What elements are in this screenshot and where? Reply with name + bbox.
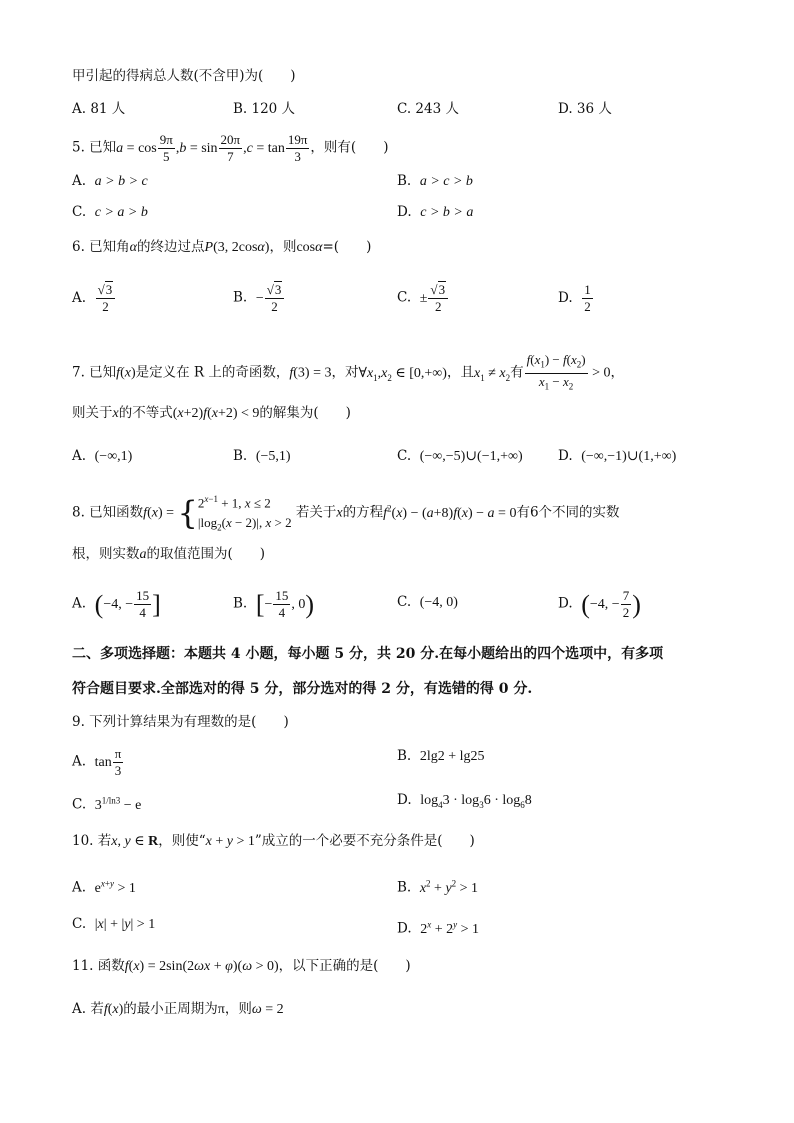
q10-option-a: A. $e^{x+y} > 1$ [72,878,136,896]
q4-option-a: A. 81 人 [72,101,126,117]
question-7-line-2: 则关于x的不等式(x+2)f(x+2) < 9的解集为( ) [72,405,351,421]
section-2-heading-line-2: 符合题目要求.全部选对的得 5 分，部分选对的得 2 分，有选错的得 0 分. [72,681,533,697]
q4-option-b: B. 120 人 [233,101,296,117]
q5-option-a: A. a > b > c [72,173,148,189]
q4-option-c: C. 243 人 [397,101,459,117]
q9-option-c: C. $3^{1/ln3} - e$ [72,795,142,813]
q10-option-b: B. $x^2 + y^2 > 1$ [397,878,479,896]
q8-option-a: A. (−4, − $\frac{15}{4}$ ] [72,588,161,620]
q7-option-c: C. (−∞,−5)∪(−1,+∞) [397,448,523,464]
q6-option-b: B. − $\frac{√3}{2}$ [233,282,285,315]
question-5: 5. 已知a = cos $\frac{9\pi}{5}$ ,b = sin $\frac{20\pi}{7}$ ,c = tan $\frac{19\pi}{3}$ ，则有( ) [72,132,389,164]
q11-option-a: A. 若f(x)的最小正周期为π，则ω = 2 [72,1001,284,1017]
q8-option-d: D. (−4, − $\frac{7}{2}$ ) [558,588,641,620]
q9-option-d: D. $\log_43 \cdot \log_36 \cdot \log_68$ [397,792,532,810]
question-8-line-2: 根，则实数a的取值范围为( ) [72,546,266,562]
q6-option-d: D. $\frac{1}{2}$ [558,282,591,314]
q4-option-d: D. 36 人 [558,101,612,117]
q9-option-a: A. tan $\frac{\pi}{3}$ [72,746,122,778]
q7-option-d: D. (−∞,−1)∪(1,+∞) [558,448,677,464]
question-10: 10. 若x, y ∈ R，则使“x + y > 1”成立的一个必要不充分条件是( ) [72,833,475,849]
q9-option-b: B. 2lg2 + lg25 [397,748,485,764]
q5-option-d: D. c > b > a [397,204,474,220]
q10-option-d: D. $2^x + 2^y > 1$ [397,919,480,937]
question-6: 6. 已知角α的终边过点P(3, 2cosα)，则cosα=( ) [72,239,372,255]
q10-option-c: C. |x| + |y| > 1 [72,916,156,932]
q5-option-b: B. a > c > b [397,173,473,189]
q7-option-b: B. (−5,1) [233,448,291,464]
q6-option-c: C. ± $\frac{√3}{2}$ [397,282,449,315]
question-9: 9. 下列计算结果为有理数的是( ) [72,714,289,730]
q8-option-b: B. [− $\frac{15}{4}$ , 0) [233,588,315,620]
question-4-tail: 甲引起的得病总人数(不含甲)为( ) [72,68,296,84]
q8-option-c: C. (−4, 0) [397,594,458,610]
question-7: 7. 已知f(x)是定义在 R 上的奇函数，f(3) = 3，对$\forall x_1,x_2$ ∈ [0,+∞)，且$x_1 \ne x_2$有 $\frac{f(x_1) - f(x_2)}{x_1 - x_2}$ > 0， [72,352,625,392]
section-2-heading: 二、多项选择题：本题共 4 小题，每小题 5 分，共 20 分.在每小题给出的四个选项中，有多项 [72,646,664,662]
q6-option-a: A. $\frac{√3}{2}$ [72,282,116,315]
q7-option-a: A. (−∞,1) [72,448,133,464]
question-11: 11. 函数f(x) = 2sin(2ωx + φ)(ω > 0)，以下正确的是( ) [72,958,411,974]
q5-option-c: C. c > a > b [72,204,148,220]
question-8: 8. 已知函数f(x) = { $2^{x-1} + 1$, x ≤ 2 $|\log_2(x - 2)|$, x > 2 若关于x的方程$f^2(x) - (a+8)f(x) - a = 0$有6个不同的实数 [72,493,620,533]
